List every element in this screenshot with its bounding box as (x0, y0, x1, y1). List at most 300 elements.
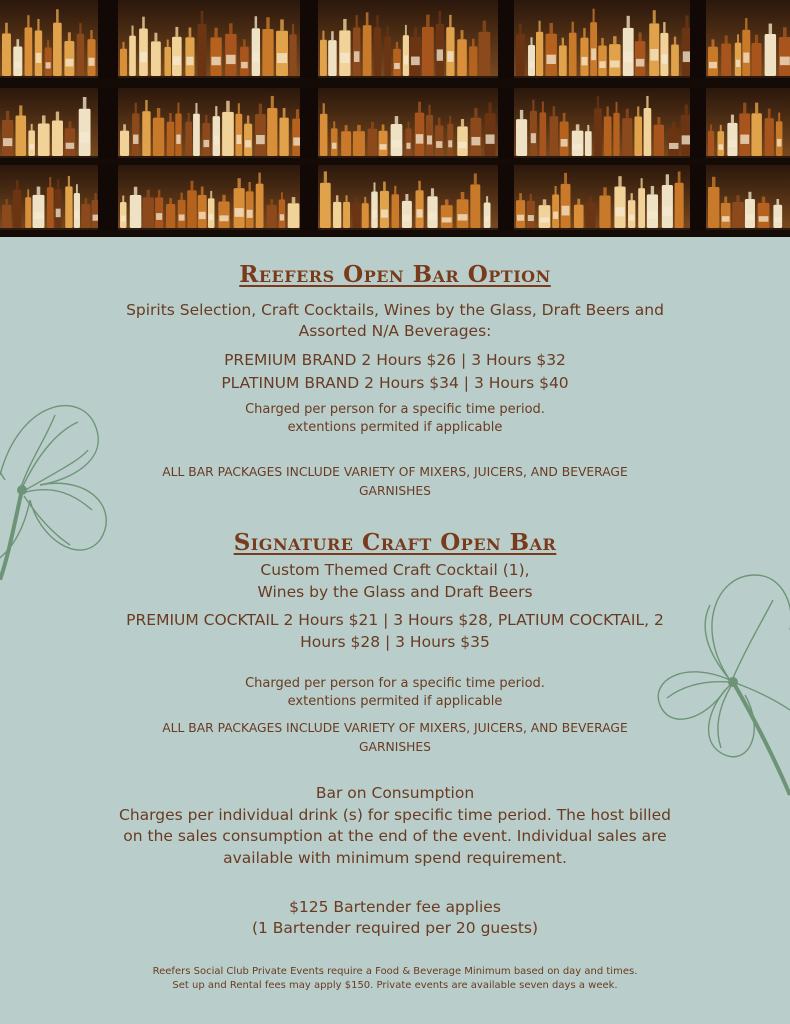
bottle (256, 184, 264, 228)
bottle-label (411, 57, 420, 66)
bottle (371, 192, 377, 228)
bottle (721, 203, 731, 228)
bottle-label (199, 212, 206, 219)
bottle-label (728, 140, 736, 147)
bottle-neck (711, 39, 714, 46)
bottle (415, 190, 423, 228)
bottle-neck (685, 16, 688, 28)
bottle (441, 205, 453, 228)
bottle (153, 118, 164, 156)
bottle-neck (603, 187, 606, 195)
bottle (210, 37, 221, 76)
bottle-neck (626, 109, 629, 118)
bottle-neck (271, 96, 274, 108)
bottle (65, 128, 75, 156)
bottle-neck (331, 31, 334, 40)
bottle-neck (345, 125, 348, 131)
bottle-label (436, 141, 442, 148)
bottle-neck (461, 119, 464, 126)
bottle-neck (371, 122, 374, 129)
bottle-neck (324, 171, 327, 182)
signature-description-line2: Wines by the Glass and Draft Beers (257, 583, 533, 601)
bottle-neck (646, 96, 648, 108)
bottle (585, 131, 592, 156)
bottle-neck (641, 178, 643, 188)
bottle (457, 39, 467, 76)
bottle-neck (355, 197, 357, 203)
bottle-neck (6, 111, 9, 120)
bottle-neck (259, 104, 262, 114)
bottle (288, 203, 300, 228)
bottle-neck (768, 109, 771, 118)
bottle (320, 114, 327, 156)
bottle-neck (674, 37, 676, 45)
bottle (758, 203, 770, 228)
bottle (193, 114, 200, 156)
bottle-neck (562, 38, 564, 46)
bottle (74, 193, 80, 228)
bottle-neck (438, 118, 440, 126)
bottle-neck (175, 27, 178, 37)
bottle (185, 122, 192, 156)
bottle-label (573, 144, 583, 150)
bottle (536, 32, 543, 76)
bottle (447, 124, 453, 156)
bottle (172, 37, 182, 76)
bottle-neck (292, 197, 295, 203)
bottle (572, 131, 584, 156)
bottle-label (14, 62, 21, 68)
bottle-label (528, 215, 534, 221)
bottle-neck (685, 105, 688, 115)
bottle-label (669, 143, 678, 149)
bottle (638, 188, 645, 228)
bottle (47, 187, 54, 228)
bottle (765, 34, 776, 76)
bartender-fee: $125 Bartender fee applies (289, 898, 501, 916)
bottle-neck (68, 121, 71, 128)
bottle (609, 44, 621, 76)
bottle-neck (68, 32, 71, 41)
bottle-label (471, 137, 480, 145)
bottle-neck (42, 115, 46, 123)
bottle (647, 194, 658, 228)
bottle-neck (376, 15, 378, 27)
shelf-post (300, 0, 318, 237)
bottle-neck (356, 15, 358, 27)
bottle-label (650, 49, 658, 61)
bottle-neck (83, 97, 87, 109)
bottle-neck (47, 40, 49, 47)
bottle-label (682, 135, 691, 144)
bottle-label (722, 216, 730, 222)
signature-price-line1: PREMIUM COCKTAIL 2 Hours $21 | 3 Hours $28, PLATIUM COCKTAIL, 2 (126, 611, 664, 629)
bottle (735, 43, 741, 76)
bottle-neck (519, 24, 522, 34)
bottle-neck (37, 187, 41, 195)
bottle (580, 38, 588, 76)
bottle-neck (283, 108, 286, 118)
bottle (779, 37, 790, 76)
bottle-neck (418, 181, 420, 190)
bottle-label (392, 140, 402, 147)
bottle (380, 191, 389, 228)
bottle-neck (710, 124, 712, 130)
bottle (320, 40, 327, 76)
bottle-label (629, 215, 634, 221)
bottle-label (93, 215, 99, 221)
bottle-label (777, 139, 782, 147)
bottle-neck (627, 16, 630, 28)
bottle-label (636, 59, 644, 67)
bottle-neck (395, 116, 399, 124)
bottle (628, 200, 635, 228)
bottle (234, 188, 245, 228)
bottle-neck (94, 193, 96, 200)
bottle-neck (618, 176, 621, 186)
bottle-label (663, 206, 672, 215)
bottle-label (277, 53, 287, 63)
bottle-label (485, 216, 490, 222)
bottle (55, 189, 62, 228)
bottle (559, 45, 567, 76)
bottle-neck (366, 12, 369, 25)
bottle-neck (180, 193, 182, 200)
bottle (528, 45, 535, 76)
bottle-label (406, 143, 410, 149)
bottle (166, 204, 175, 228)
bottle (320, 183, 331, 228)
bottle (379, 131, 388, 156)
bottle-neck (431, 188, 434, 196)
bottle-label (561, 139, 568, 147)
bottle-neck (418, 102, 421, 113)
bottle (402, 201, 412, 228)
bottle-neck (56, 112, 59, 121)
bottle-label (340, 53, 349, 63)
shelf-rail (0, 230, 790, 237)
bottle-label (219, 215, 228, 221)
bottle-label (447, 51, 453, 62)
bottle (560, 121, 569, 156)
open-bar-packages-line2: GARNISHES (359, 484, 431, 498)
bottle (539, 205, 551, 228)
bottle-neck (720, 125, 722, 131)
bottle-neck (616, 102, 618, 113)
bottle-neck (210, 191, 212, 198)
bottle-label (736, 60, 740, 67)
shelf-rail (0, 158, 790, 165)
bottle-neck (414, 27, 417, 37)
bottle (341, 131, 351, 156)
bottle (516, 119, 527, 156)
bottle-neck (374, 182, 376, 191)
bottle-label (179, 214, 185, 220)
bottle-neck (745, 18, 747, 30)
bottle-label (121, 216, 126, 222)
footer-line2: Set up and Rental fees may apply $150. Private events are available seven days a week. (172, 980, 618, 991)
bottle-neck (678, 171, 681, 182)
bottle-neck (333, 121, 335, 128)
bottle (25, 197, 31, 228)
consumption-line2: on the sales consumption at the end of the event. Individual sales are (123, 827, 667, 845)
bottle-neck (755, 103, 758, 114)
bottle (28, 130, 35, 156)
bottle-label (380, 144, 387, 150)
bottle-neck (439, 11, 441, 24)
signature-packages-line2: GARNISHES (359, 740, 431, 754)
bottle-label (226, 55, 235, 64)
bottle (644, 108, 652, 156)
bottle-neck (449, 15, 451, 27)
bottle (765, 118, 774, 156)
bottle-neck (472, 39, 474, 46)
bottle (246, 191, 254, 228)
open-bar-option-title: Reefers Open Bar Option (239, 261, 551, 288)
bottle-neck (255, 16, 258, 28)
bottle-neck (769, 24, 772, 34)
bottle-neck (755, 35, 758, 43)
bottle (671, 44, 679, 76)
bottle-label (540, 217, 550, 222)
bottle-neck (532, 100, 534, 111)
bottle-neck (90, 30, 92, 39)
bottle (218, 201, 229, 228)
bottle-neck (712, 177, 715, 187)
bottle-neck (539, 21, 541, 32)
bottle (773, 205, 782, 228)
bottle-label (427, 135, 432, 144)
bottle-neck (461, 30, 464, 39)
bottle-neck (188, 113, 190, 122)
bottle (550, 116, 559, 156)
signature-packages-line1: ALL BAR PACKAGES INCLUDE VARIETY OF MIXERS, JUICERS, AND BEVERAGE (162, 721, 628, 735)
bar-shelves-photo (0, 0, 790, 237)
bottle (405, 128, 411, 156)
signature-craft-title: Signature Craft Open Bar (233, 529, 557, 556)
bottle-neck (657, 117, 660, 125)
bottle (717, 131, 724, 156)
bottle-neck (530, 194, 532, 201)
bottle-label (531, 133, 536, 143)
bottle (527, 201, 535, 228)
bottle (594, 108, 602, 156)
bottle (2, 33, 11, 76)
bottle-label (615, 207, 624, 216)
consumption-line1: Charges per individual drink (s) for specific time period. The host billed (119, 806, 671, 824)
bottle-label (75, 211, 79, 219)
bottle-label (591, 48, 596, 60)
bottle-neck (631, 193, 633, 200)
bottle (262, 29, 273, 76)
bottle (732, 202, 744, 228)
bottle-label (486, 134, 495, 143)
bottle-label (624, 52, 633, 63)
bottle (751, 113, 761, 156)
bottle-label (759, 216, 769, 222)
bottle-neck (672, 122, 675, 129)
bottle-label (354, 51, 360, 62)
bottle-neck (132, 26, 134, 36)
bottle-neck (606, 106, 608, 116)
bottle (52, 120, 63, 156)
bottle-neck (243, 39, 246, 46)
bottle-neck (16, 180, 19, 190)
bottle-neck (483, 21, 487, 32)
bottle-label (416, 209, 422, 217)
bottle-neck (572, 22, 574, 33)
bottle-label (280, 214, 284, 220)
bottle (751, 43, 761, 76)
bottle (727, 123, 737, 156)
bottle-label (718, 144, 723, 149)
bottle-label (36, 53, 41, 63)
open-bar-description-line2: Assorted N/A Beverages: (298, 322, 492, 340)
open-bar-note-line1: Charged per person for a specific time period. (245, 402, 545, 417)
bottle-label (403, 215, 411, 221)
bottle (457, 199, 469, 228)
bottle-neck (56, 9, 59, 22)
bottle-neck (85, 198, 88, 204)
bottle (167, 122, 175, 156)
bottle (721, 44, 731, 76)
bottle-neck (27, 189, 29, 197)
bottle (363, 25, 372, 76)
shelf-post (690, 0, 706, 237)
bottle-neck (461, 192, 465, 199)
bottle-neck (226, 101, 230, 112)
bottle-neck (157, 108, 160, 118)
bottle-label (740, 135, 749, 144)
bottle (384, 36, 391, 76)
bottle (198, 195, 207, 228)
bottle-label (683, 51, 691, 62)
bottle-neck (449, 116, 451, 124)
bottle-neck (543, 199, 547, 205)
bottle-neck (474, 108, 477, 118)
bottle-neck (215, 106, 217, 116)
bottle-neck (27, 15, 29, 27)
bottle-label (66, 143, 74, 149)
bottle-neck (201, 187, 204, 195)
bottle-label (209, 214, 214, 221)
bottle (45, 47, 52, 76)
bottle (87, 39, 95, 76)
bottle (427, 196, 437, 228)
bottle-neck (266, 17, 269, 29)
bottle (13, 47, 22, 76)
bottle-neck (345, 195, 347, 202)
bottle (654, 125, 664, 156)
bottle-label (581, 57, 587, 65)
bottle-neck (408, 121, 410, 128)
bottle-label (599, 61, 606, 68)
open-bar-description-line1: Spirits Selection, Craft Cocktails, Wines by the Glass, Draft Beers and (126, 301, 664, 319)
bottle-neck (589, 196, 592, 202)
bottle-label (245, 140, 251, 147)
bottle-label (381, 210, 388, 218)
bottle (343, 202, 350, 228)
bottle (130, 195, 142, 228)
bottle-neck (396, 42, 398, 49)
bottle-neck (178, 103, 180, 114)
bottle (77, 34, 84, 76)
bottle-neck (364, 197, 366, 203)
bottle-neck (577, 199, 580, 205)
signature-note-line2: extentions permited if applicable (287, 694, 503, 709)
bottle-label (517, 215, 524, 221)
bottle-neck (743, 103, 746, 114)
bottle-label (29, 144, 34, 150)
bottle-neck (564, 173, 567, 184)
bottle (142, 111, 150, 156)
footer-line1: Reefers Social Club Private Events require a Food & Beverage Minimum based on day and times. (152, 966, 638, 977)
bottle-label (56, 209, 61, 218)
bottle-label (247, 210, 253, 218)
bottle (328, 40, 336, 76)
bottle-label (648, 212, 657, 219)
bottle (120, 49, 127, 76)
bottle-label (553, 212, 558, 219)
bottle (540, 112, 547, 156)
bottle (202, 123, 210, 156)
bottle-neck (587, 125, 589, 131)
bottle-neck (79, 23, 81, 34)
bottle (81, 204, 90, 228)
bottle-label (156, 213, 162, 220)
bottle-label (709, 62, 717, 68)
bottle (331, 128, 338, 156)
bottle (25, 27, 33, 76)
bottle (622, 118, 632, 156)
bottle-neck (222, 195, 225, 202)
bottle (2, 120, 13, 156)
bottle-neck (583, 28, 585, 38)
bottle (198, 24, 207, 76)
bottle (598, 46, 607, 76)
bottle-neck (725, 35, 728, 43)
bottle-neck (593, 9, 595, 22)
bottle-neck (474, 173, 477, 184)
bottle-neck (280, 19, 284, 30)
bottle (208, 198, 215, 228)
bottle (64, 41, 74, 76)
bottle-neck (405, 25, 407, 35)
bottle (33, 195, 45, 228)
bottle-label (372, 210, 376, 218)
bottle (279, 118, 288, 156)
bottle-label (547, 55, 556, 64)
bottle-neck (158, 190, 160, 198)
bottle-neck (382, 124, 385, 130)
bottle-neck (37, 19, 39, 30)
bottle (38, 124, 50, 156)
bottle-neck (57, 179, 59, 189)
bottle-neck (663, 22, 665, 33)
bottle-neck (16, 39, 19, 46)
bottle-neck (281, 192, 283, 199)
bottle (604, 116, 612, 156)
bottle (362, 203, 369, 228)
bottle (613, 113, 619, 156)
signature-price-line2: Hours $28 | 3 Hours $35 (300, 633, 490, 651)
bottle-neck (214, 28, 217, 38)
bottle (478, 32, 490, 76)
bottle (13, 190, 21, 228)
bottle (668, 129, 679, 156)
bottle-neck (555, 186, 557, 194)
bottle (634, 116, 642, 156)
